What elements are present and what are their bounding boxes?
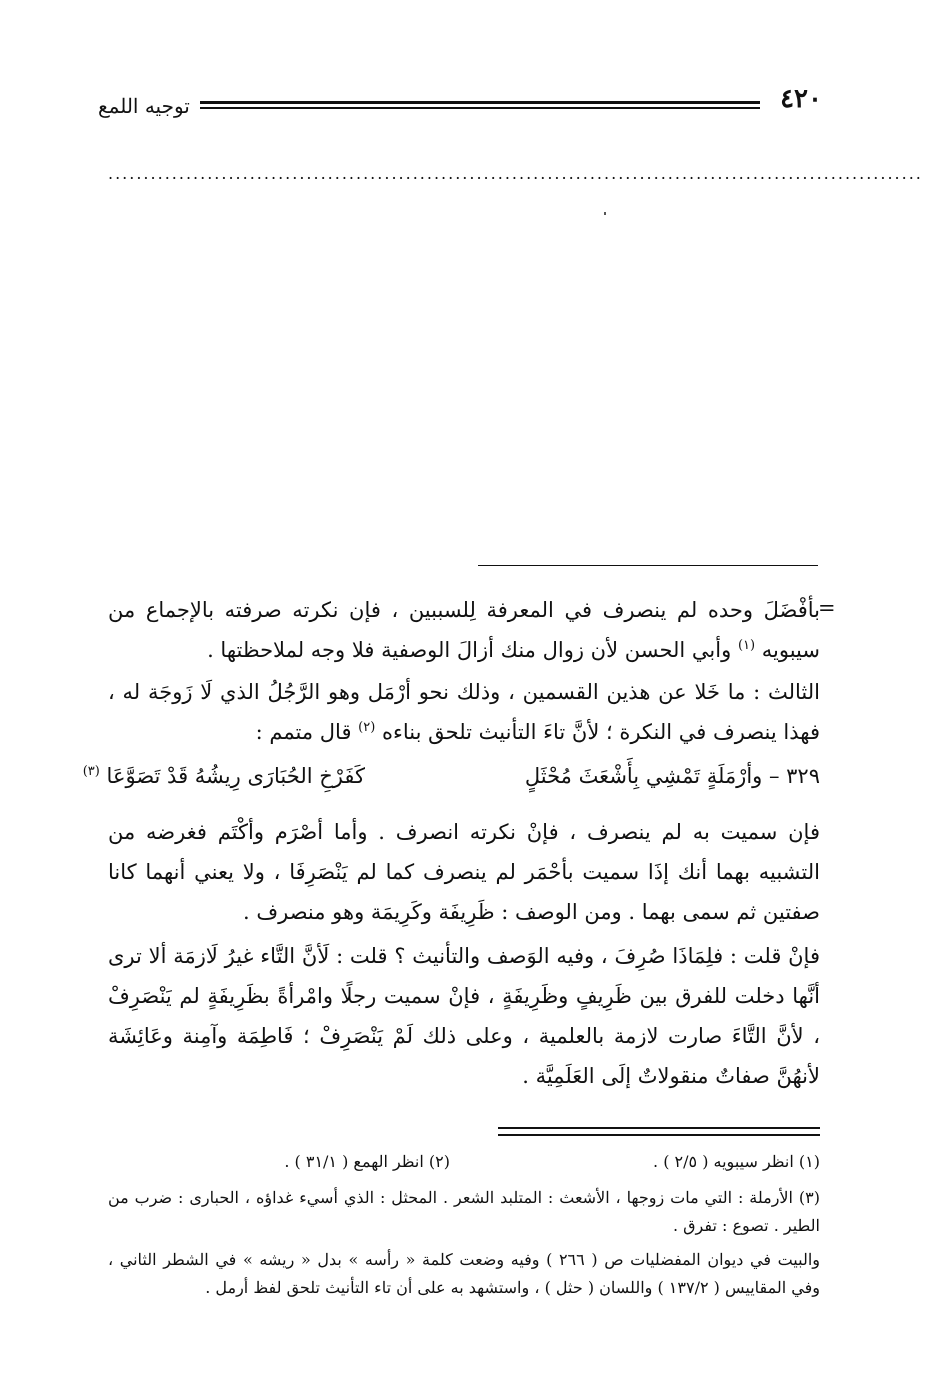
footnote-1: (١) انظر سيبويه ( ٢/٥ ) . (653, 1152, 820, 1171)
footnote-rule-bottom (498, 1134, 820, 1136)
footnote-ref: (٢) (358, 720, 376, 735)
paragraph-text: الثالث : ما خَلا عن هذين القسمين ، وذلك نحو أرْمَل وهو الرَّجُلُ الذي لَا زَوجَة له ، فهذا ينصرف في النكرة ؛ لأنَّ تاءَ التأنيث تلحق بناءه (108, 680, 820, 744)
footnotes-row (108, 1148, 820, 1176)
footnote-3-continuation: والبيت في ديوان المفضليات ص ( ٢٦٦ ) وفيه وضعت كلمة « رأسه » بدل « ريشه » في الشطر الثاني ، وفي المقاييس ( ١٣٧/٢ ) واللسان ( حثل ) ، واستشهد به على أن تاء التأنيث تلحق لفظ أرمل . (108, 1250, 821, 1297)
header-rule-thin (200, 107, 760, 109)
verse-first-hemistich: ٣٢٩ – وأرْمَلَةٍ تَمْشِي بِأَشْعَثَ مُحْثَلٍ (524, 764, 820, 788)
continuation-rule (478, 565, 818, 566)
verse-text: كَفَرْخِ الحُبَارَى رِيشُهُ قَدْ تَصَوَّعَا (106, 764, 365, 788)
footnote-2: (٢) انظر الهمع ( ٣١/١ ) . (284, 1152, 450, 1171)
dotted-separator: ................................................................................................................... (108, 164, 923, 183)
poetry-verse (82, 756, 820, 796)
paragraph-naming: فإن سميت به لم ينصرف ، فإنْ نكرته انصرف . وأما أصْرَم وأكْتَم فغرضه من التشبيه بهما أنك إذَا سميت بأحْمَر لم ينصرف كما لم يَنْصَرِفَا ، ولا يعني أنهما كانا صفتين ثم سمى بهما . ومن الوصف : ظَرِيفَة وكَرِيمَة وهو منصرف . (108, 820, 820, 924)
footnote-ref: (١) (737, 638, 756, 653)
page-number: ٤٢٠ (780, 84, 822, 114)
running-title: توجيه اللمع (98, 94, 190, 118)
paragraph-text: وأبي الحسن لأن زوال منك أزالَ الوصفية فلا وجه لملاحظتها . (207, 638, 732, 662)
paragraph-text: بأفْضَلَ وحده لم ينصرف في المعرفة لِلسببين ، فإن نكرته صرفته بالإجماع من سيبويه (108, 598, 820, 662)
footnote-ref: (٣) (82, 764, 100, 779)
continuation-marker: = (818, 596, 836, 620)
scan-speck (604, 212, 606, 215)
paragraph-question: فإنْ قلت : فلِمَاذَا صُرِفَ ، وفيه الوَصف والتأنيث ؟ قلت : لَأنَّ التَّاء غيرُ لَازمَة ألا ترى أنَّها دخلت للفرق بين ظَرِيفٍ وظَرِيفَةٍ ، فإنْ سميت رجلًا وامْرأةً بظَرِيفَةٍ لم يَنْصَرِفْ ، لأنَّ التَّاءَ صارت لازمة بالعلمية ، وعلى ذلك لَمْ يَنْصَرِفْ ؛ فَاطِمَة وآمِنة وعَائِشَة لأنهُنَّ صفاتٌ منقولاتٌ إلَى العَلَمِيَّة . (108, 944, 820, 1088)
paragraph-continuation (108, 590, 820, 670)
header-rule-thick (200, 101, 760, 104)
paragraph-third-category (108, 672, 820, 752)
footnote-3: (٣) الأرملة : التي مات زوجها ، الأشعث : المتلبد الشعر . المحثل : الذي أسيء غداؤه ، الحبارى : ضرب من الطير . تصوع : تفرق . (108, 1188, 820, 1235)
verse-second-hemistich (83, 756, 365, 796)
paragraph-text: قال متمم : (255, 720, 352, 744)
footnote-rule-top (498, 1127, 820, 1129)
